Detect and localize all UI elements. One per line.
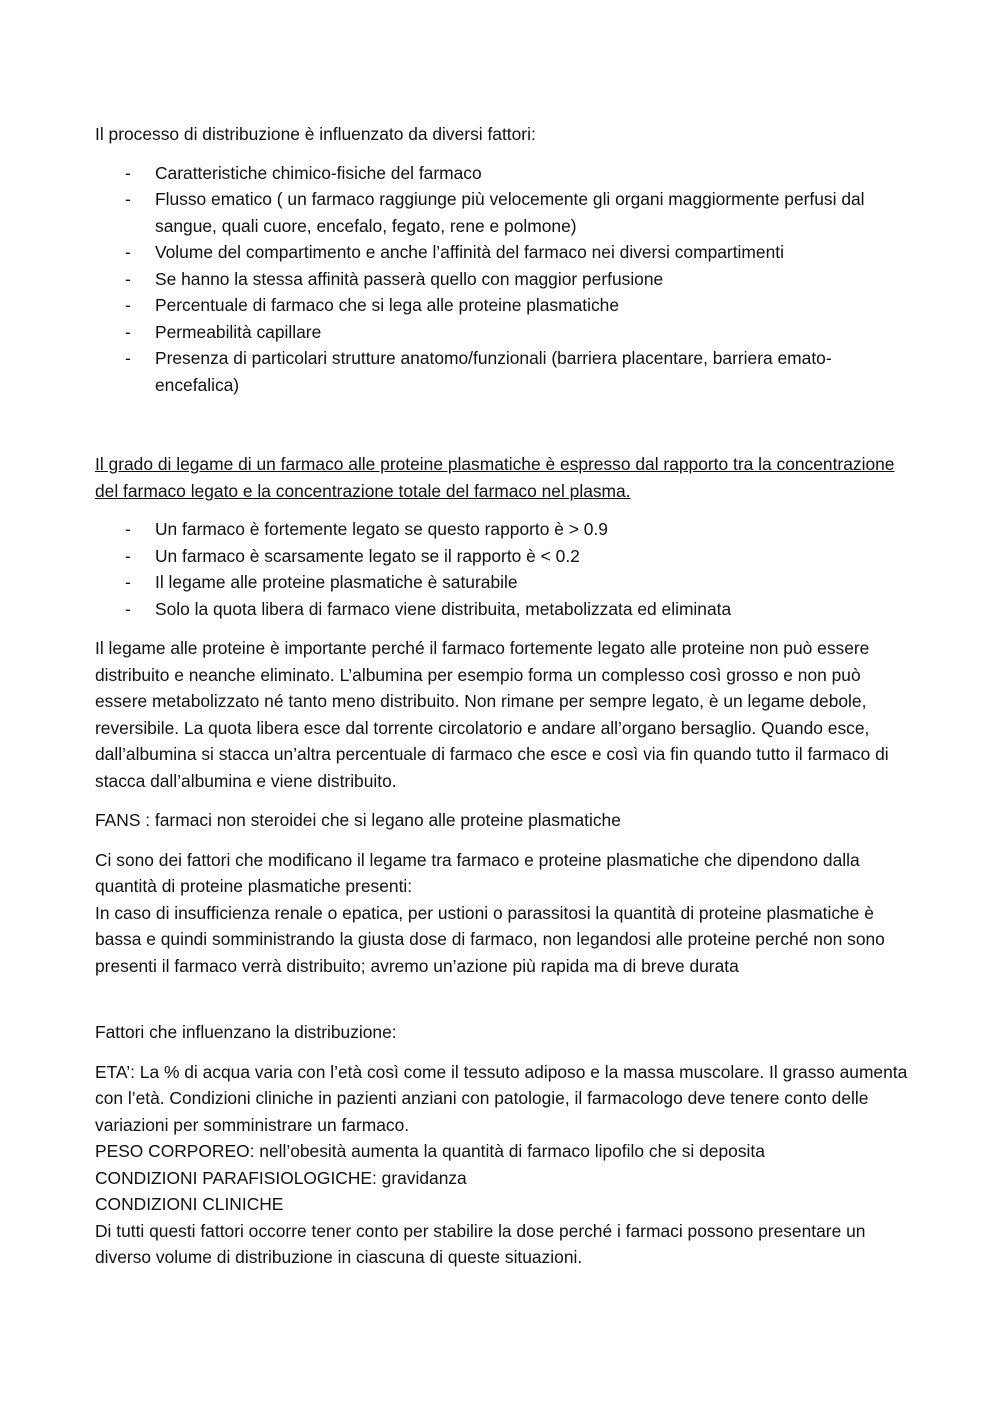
conclusion-paragraph: Di tutti questi fattori occorre tener conto per stabilire la dose perché i farmaci possono presentare un diverso volume di distribuzione in ciascuna di queste situazioni. (95, 1220, 866, 1267)
binding-points-list (95, 516, 910, 622)
list-item: - Volume del compartimento e anche l’affinità del farmaco nei diversi compartimenti (95, 239, 910, 266)
dash-bullet: - (125, 268, 131, 289)
distribution-factors-list (95, 160, 910, 399)
vertical-spacer (95, 398, 910, 451)
list-item: - Permeabilità capillare (95, 319, 910, 346)
document-page (95, 121, 910, 1271)
modifiers-paragraph: Ci sono dei fattori che modificano il legame tra farmaco e proteine plasmatiche che dipendono dalla quantità di proteine plasmatiche presenti: (95, 849, 860, 896)
dash-bullet: - (125, 348, 131, 368)
dash-bullet: - (125, 189, 131, 209)
dash-bullet: - (125, 545, 131, 566)
dash-bullet: - (125, 572, 131, 592)
peso-paragraph: PESO CORPOREO: nell’obesità aumenta la quantità di farmaco lipofilo che si deposita (95, 1141, 765, 1161)
vertical-spacer (95, 979, 910, 1019)
dash-bullet: - (125, 295, 131, 315)
list-item: - Il legame alle proteine plasmatiche è saturabile (95, 569, 910, 596)
factors-heading: Fattori che influenzano la distribuzione: (95, 1022, 397, 1042)
list-item: - Se hanno la stessa affinità passerà quello con maggior perfusione (95, 266, 910, 293)
list-item: - Percentuale di farmaco che si lega alle proteine plasmatiche (95, 292, 910, 319)
list-item: - Un farmaco è fortemente legato se questo rapporto è > 0.9 (95, 516, 910, 543)
list-item: - Caratteristiche chimico-fisiche del farmaco (95, 160, 910, 187)
dash-bullet: - (125, 321, 131, 342)
binding-paragraph: Il legame alle proteine è importante perché il farmaco fortemente legato alle proteine non può essere distribuito e neanche eliminato. L’albumina per esempio forma un complesso così grosso e non può essere metabolizzato né tanto meno distribuito. Non rimane per sempre legato, è un legame debole, reversibile. La quota libera esce dal torrente circolatorio e andare all’organo bersaglio. Quando esce, dall’albumina si stacca un’altra percentuale di farmaco che esce e così via fin quando tutto il farmaco di stacca dall’albumina e viene distribuito. (95, 638, 889, 791)
dash-bullet: - (125, 242, 131, 262)
list-item: - Flusso ematico ( un farmaco raggiunge più velocemente gli organi maggiormente perfusi dal sangue, quali cuore, encefalo, fegato, rene e polmone) (95, 186, 910, 239)
binding-definition: Il grado di legame di un farmaco alle proteine plasmatiche è espresso dal rapporto tra la concentrazione del farmaco legato e la concentrazione totale del farmaco nel plasma. (95, 454, 895, 501)
intro-paragraph: Il processo di distribuzione è influenzato da diversi fattori: (95, 124, 536, 144)
parafisiologiche-paragraph: CONDIZIONI PARAFISIOLOGICHE: gravidanza (95, 1167, 467, 1188)
dash-bullet: - (125, 598, 131, 619)
dash-bullet: - (125, 519, 131, 539)
list-item: - Presenza di particolari strutture anatomo/funzionali (barriera placentare, barriera emato-encefalica) (95, 345, 910, 398)
list-item: - Solo la quota libera di farmaco viene distribuita, metabolizzata ed eliminata (95, 596, 910, 623)
modifiers-detail-paragraph: In caso di insufficienza renale o epatica, per ustioni o parassitosi la quantità di proteine plasmatiche è bassa e quindi somministrando la giusta dose di farmaco, non legandosi alle proteine perché non sono presenti il farmaco verrà distribuito; avremo un’azione più rapida ma di breve durata (95, 902, 885, 976)
dash-bullet: - (125, 162, 131, 183)
fans-paragraph: FANS : farmaci non steroidei che si legano alle proteine plasmatiche (95, 810, 621, 830)
cliniche-paragraph: CONDIZIONI CLINICHE (95, 1194, 284, 1214)
eta-paragraph: ETA’: La % di acqua varia con l’età così come il tessuto adiposo e la massa muscolare. Il grasso aumenta con l’età. Condizioni cliniche in pazienti anziani con patologie, il farmacologo deve tenere conto delle variazioni per somministrare un farmaco. (95, 1061, 908, 1135)
list-item: - Un farmaco è scarsamente legato se il rapporto è < 0.2 (95, 543, 910, 570)
